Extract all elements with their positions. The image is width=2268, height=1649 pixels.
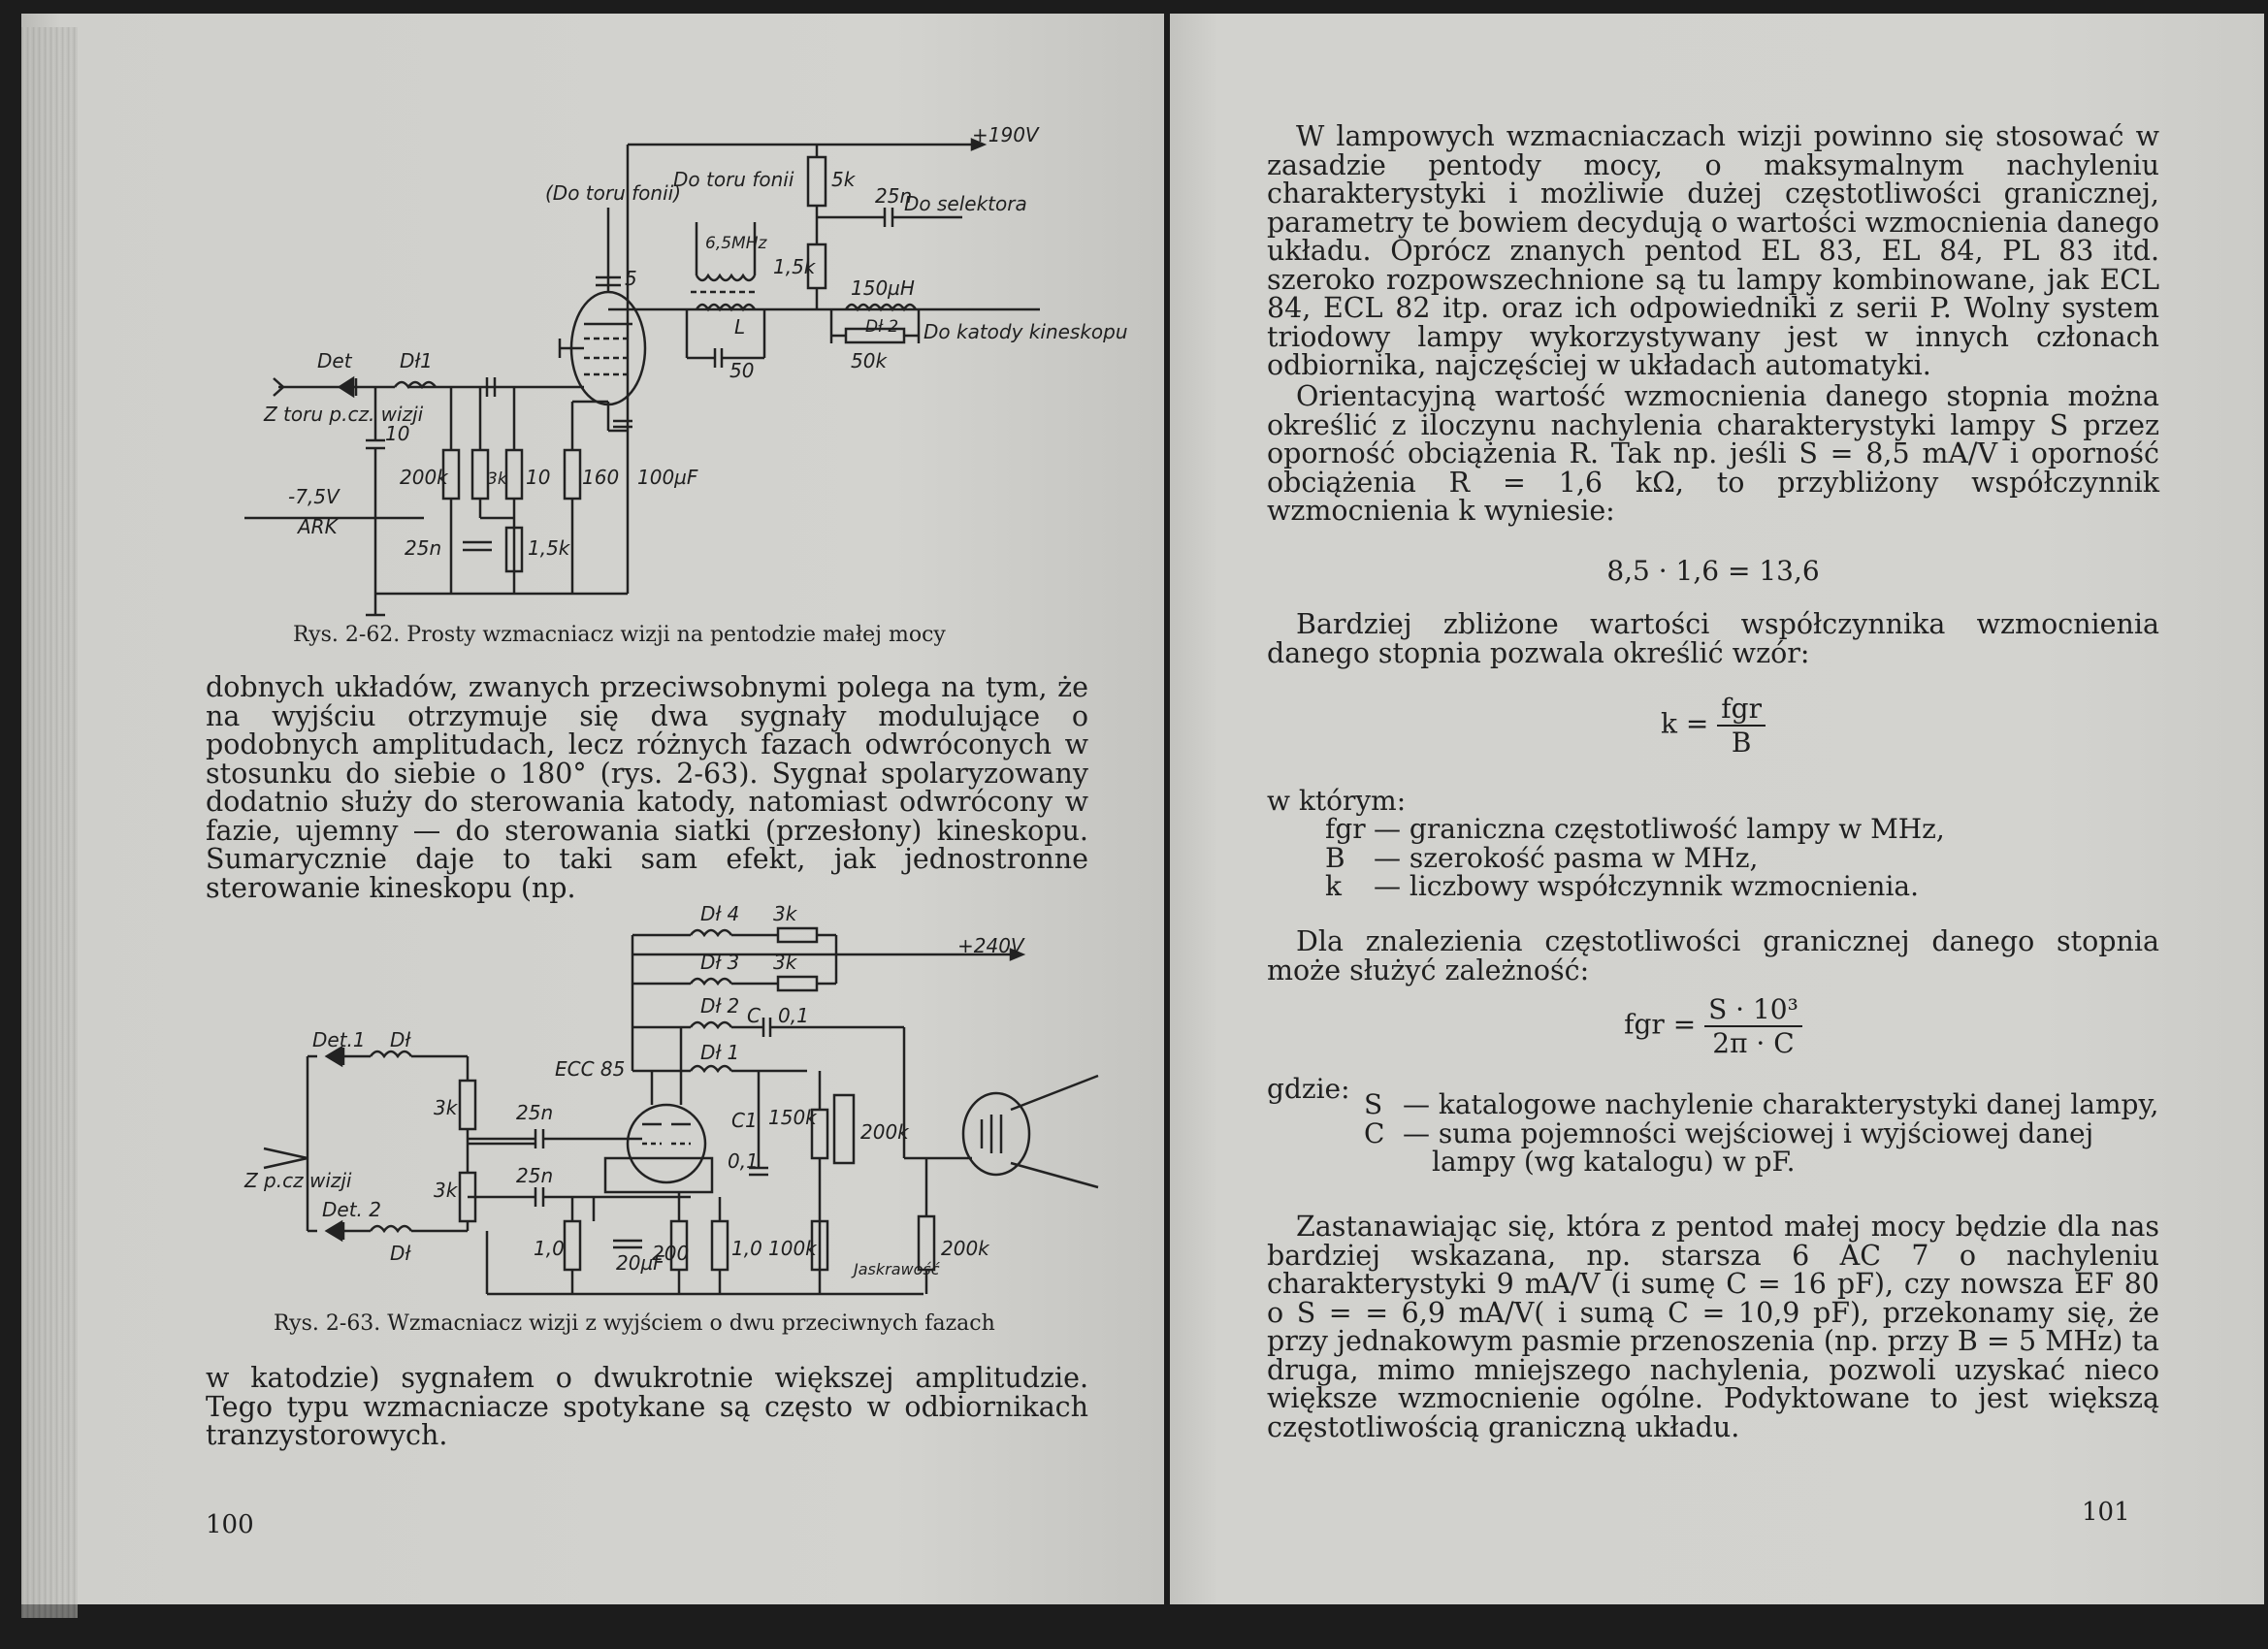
fig1-supply-label: +190V	[972, 123, 1039, 146]
fig1-r160: 160	[582, 466, 620, 489]
eq3-numerator: S · 10³	[1704, 993, 1802, 1027]
definitions-list-1	[1325, 815, 1945, 901]
fig2-c25n-b: 25n	[516, 1164, 554, 1187]
right-page	[1170, 14, 2264, 1604]
fig2-r10-a: 1,0	[534, 1237, 565, 1260]
fig1-r15k-top: 1,5k	[773, 255, 816, 278]
fig1-dl1: Dł1	[400, 349, 433, 372]
fig2-det2: Det. 2	[322, 1198, 381, 1221]
fig1-det: Det	[317, 349, 352, 372]
fig2-r200k-a: 200k	[860, 1120, 909, 1144]
def-item: S — katalogowe nachylenie charakterystyki danej lampy,	[1364, 1088, 2159, 1120]
fig2-brightness: Jaskrawość	[854, 1260, 940, 1278]
fig2-tube: ECC 85	[555, 1057, 626, 1081]
fig1-to-sound: Do toru fonii	[673, 168, 794, 191]
fig2-det1: Det.1	[312, 1028, 366, 1051]
fig2-dl3: Dł 3	[700, 951, 740, 974]
fig2-dl2: Dł 2	[700, 994, 740, 1018]
eq3-lhs: fgr =	[1624, 1008, 1697, 1041]
right-paragraph-4: Dla znalezienia częstotliwości granicznej danego stopnia może służyć zależność:	[1267, 925, 2159, 986]
fig1-dl2: Dł 2	[865, 317, 899, 337]
fig2-supply: +240V	[957, 934, 1024, 957]
def-item: C — suma pojemności wejściowej i wyjściowej danej	[1364, 1116, 2094, 1149]
fig1-ark: ARK	[298, 515, 338, 538]
fig2-r3k-c: 3k	[434, 1096, 458, 1119]
fig1-c50: 50	[729, 359, 755, 382]
fig2-input: Z p.cz wizji	[244, 1169, 352, 1192]
eq2-fraction	[1717, 693, 1766, 759]
fig1-bias: -7,5V	[288, 485, 340, 508]
figure-2-62-caption: Rys. 2-62. Prosty wzmacniacz wizji na pentodzie małej mocy	[293, 623, 946, 647]
fig2-r10-b: 1,0	[731, 1237, 762, 1260]
fig1-to-cathode: Do katody kineskopu	[923, 320, 1128, 343]
page-number-right: 101	[2082, 1498, 2130, 1527]
eq2-numerator: fgr	[1717, 693, 1766, 727]
equation-3	[1267, 993, 2159, 1059]
fig1-c5: 5	[625, 267, 637, 290]
fig1-to-selector: Do selektora	[904, 192, 1027, 215]
fig2-r200: 200	[652, 1242, 690, 1265]
eq3-fraction	[1704, 993, 1802, 1059]
figure-2-63-caption: Rys. 2-63. Wzmacniacz wizji z wyjściem o dwu przeciwnych fazach	[274, 1311, 995, 1336]
fig1-c10: 10	[385, 422, 410, 445]
right-paragraph-3: Bardziej zbliżone wartości współczynnika wzmocnienia danego stopnia pozwala określić wzór:	[1267, 608, 2159, 669]
eq2-denominator: B	[1731, 727, 1752, 759]
fig2-r100k: 100k	[768, 1237, 817, 1260]
fig1-r5k: 5k	[831, 168, 856, 191]
where-label: w którym:	[1267, 785, 1407, 817]
fig1-r3k: 3k	[487, 469, 507, 489]
fig2-c1: C1	[731, 1109, 758, 1132]
right-paragraph-1: W lampowych wzmacniaczach wizji powinno się stosować w zasadzie pentody mocy, o maksymalnym nachyleniu charakterystyki i możliwie dużej częstotliwości granicznej, parametry te bowiem decydują o wartości wzmocnienia danego układu. Oprócz znanych pentod EL 83, EL 84, PL 83 itd. szeroko rozpowszechnione są tu lampy kombinowane, jak ECL 84, ECL 82 itp. oraz ich odpowiedniki z serii P. Wolny system triodowy lampy wykorzystywany jest w innych członach odbiornika, najczęściej w układach automatyki.	[1267, 120, 2159, 381]
fig1-r15k-bot: 1,5k	[528, 536, 570, 560]
fig1-r200k: 200k	[400, 466, 448, 489]
fig2-r3k-d: 3k	[434, 1179, 458, 1202]
fig2-c: C	[747, 1004, 761, 1027]
eq2-lhs: k =	[1661, 707, 1709, 740]
equation-1: 8,5 · 1,6 = 13,6	[1606, 555, 1820, 587]
left-page	[21, 14, 1164, 1604]
fig1-l: L	[734, 315, 746, 339]
fig2-r3k-b: 3k	[773, 951, 797, 974]
equation-2	[1267, 693, 2159, 759]
def-item: B — szerokość pasma w MHz,	[1325, 841, 1759, 874]
figure-2-63-schematic	[225, 887, 1079, 1304]
page-number-left: 100	[206, 1510, 254, 1539]
fig2-r3k-a: 3k	[773, 902, 797, 925]
fig1-c25n-top: 25n	[875, 184, 913, 208]
def-item: lampy (wg katalogu) w pF.	[1432, 1146, 1796, 1178]
fig2-dl-b: Dł	[390, 1242, 411, 1265]
page-edge-stack	[21, 27, 78, 1618]
definitions-list-2	[1364, 1090, 2158, 1177]
fig2-dl-a: Dł	[390, 1028, 411, 1051]
fig2-c25n-a: 25n	[516, 1101, 554, 1124]
fig1-input: Z toru p.cz. wizji	[264, 403, 424, 426]
fig2-dl4: Dł 4	[700, 902, 740, 925]
eq3-denominator: 2π · C	[1712, 1027, 1795, 1059]
fig2-c01: 0,1	[778, 1004, 809, 1027]
fig1-r10: 10	[526, 466, 551, 489]
fig1-to-sound-bracket: (Do toru fonii)	[545, 181, 681, 205]
fig2-dl1: Dł 1	[700, 1041, 740, 1064]
right-paragraph-5: Zastanawiając się, która z pentod małej mocy będzie dla nas bardziej wskazana, np. starsza 6 AC 7 o nachyleniu charakterystyki 9 mA/V (i sumę C = 16 pF), czy nowsza EF 80 o S = = 6,9 mA/V( i sumą C = 10,9 pF), przekonamy się, że przy jednakowym pasmie przenoszenia (np. przy B = 5 MHz) ta druga, mimo mniejszego nachylenia, pozwoli uzyskać nieco większe wzmocnienie ogólne. Podyktowane to jest większą częstotliwością graniczną układu.	[1267, 1211, 2159, 1443]
fig1-c25n-bot: 25n	[405, 536, 442, 560]
fig1-c100uf: 100µF	[637, 466, 698, 489]
fig2-c20uf: 20µF	[616, 1251, 664, 1275]
left-body-paragraph-2: w katodzie) sygnałem o dwukrotnie większej amplitudzie. Tego typu wzmacniacze spotykane są często w odbiornikach tranzystorowych.	[206, 1362, 1088, 1451]
left-body-paragraph: dobnych układów, zwanych przeciwsobnymi polega na tym, że na wyjściu otrzymuje się dwa sygnały modulujące o podobnych amplitudach, lecz różnych fazach odwróconych w stosunku do siebie o 180° (rys. 2-63). Sygnał spolaryzowany dodatnio służy do sterowania katody, natomiast odwrócony w fazie, ujemny — do sterowania siatki (przesłony) kineskopu. Sumarycznie daje to taki sam efekt, jak jednostronne sterowanie kineskopu (np.	[206, 671, 1088, 904]
fig1-freq: 6,5MHz	[705, 234, 767, 253]
fig2-r150k: 150k	[768, 1106, 817, 1129]
right-paragraph-2: Orientacyjną wartość wzmocnienia danego stopnia można określić z iloczynu nachylenia charakterystyki lampy S przez oporność obciążenia R. Tak np. jeśli S = 8,5 mA/V i oporność obciążenia R = 1,6 kΩ, to przybliżony współczynnik wzmocnienia k wyniesie:	[1267, 380, 2159, 527]
fig2-c1v: 0,1	[728, 1149, 759, 1173]
def-item: k — liczbowy współczynnik wzmocnienia.	[1325, 870, 1919, 902]
fig1-r50k: 50k	[851, 349, 888, 372]
fig1-l150: 150µH	[851, 276, 915, 300]
gdzie-label: gdzie:	[1267, 1073, 1350, 1105]
figure-2-62-schematic	[225, 111, 1128, 620]
def-item: fgr — graniczna częstotliwość lampy w MHz,	[1325, 813, 1945, 845]
fig2-r200k-b: 200k	[941, 1237, 989, 1260]
